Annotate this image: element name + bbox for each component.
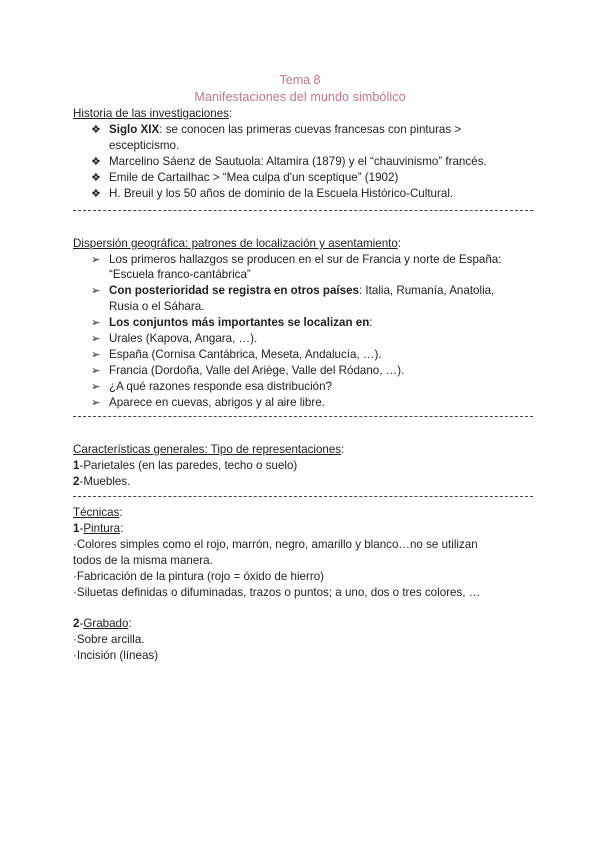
section-divider (73, 210, 533, 211)
section-divider (73, 496, 533, 497)
painting-line: ·Siluetas definidas o difuminadas, trazos o puntos; a uno, dos o tres colores, … (73, 586, 481, 599)
engraving-line: ·Incisión (líneas) (73, 649, 159, 662)
arrow-bullet-icon: ➢ (91, 333, 101, 345)
history-heading: Historia de las investigaciones: (73, 107, 233, 120)
arrow-bullet-icon: ➢ (91, 397, 101, 409)
arrow-bullet-icon: ➢ (91, 381, 101, 393)
document-title: Manifestaciones del mundo simbólico (194, 90, 406, 104)
painting-line: ·Colores simples como el rojo, marrón, negro, amarillo y blanco…no se utilizan (73, 538, 478, 551)
painting-line: todos de la misma manera. (73, 554, 213, 567)
dispersion-heading: Dispersión geográfica: patrones de localización y asentamiento: (73, 237, 402, 250)
arrow-bullet-icon: ➢ (91, 349, 101, 361)
diamond-bullet-icon: ❖ (91, 156, 101, 168)
arrow-bullet-icon: ➢ (91, 317, 101, 329)
characteristics-item: 1-Parietales (en las paredes, techo o suelo) (73, 459, 298, 472)
techniques-heading: Técnicas: (73, 506, 123, 519)
section-divider (73, 416, 533, 417)
document-title-topic: Tema 8 (279, 73, 321, 87)
diamond-bullet-icon: ❖ (91, 188, 101, 200)
characteristics-heading: Características generales: Tipo de representaciones: (73, 443, 345, 456)
document-page: Tema 8 Manifestaciones del mundo simbólico Historia de las investigaciones: ❖ Siglo XIX: se conocen las primeras cuevas francesas con pinturas > escepticismo. ❖ Marcelino Sáenz de Sautuola: Altamira (1879) y el “chauvinismo” francés. ❖ Emile de Cartailhac > “Mea culpa d'un sceptique” (1902) ❖ H. Breuil y los 50 años de dominio de la Escuela Histórico-Cultural. Dispersión geográfica: patrones de localización y asentamiento: ➢ Los primeros hallazgos se producen en el sur de Francia y norte de España: “Escuela franco-cantábrica” ➢ Con posterioridad se registra en otros países: Italia, Rumanía, Anatolia, Rusia o el Sáhara. ➢ Los conjuntos más importantes se localizan en: ➢ Urales (Kapova, Angara, …). ➢ España (Cornisa Cantábrica, Meseta, Andalucía, …). ➢ Francia (Dordoña, Valle del Ariège, Valle del Ródano, …). ➢ ¿A qué razones responde esa distribución? ➢ Aparece en cuevas, abrigos y al aire libre. Características generales: Tipo de representaciones: 1-Parietales (en las paredes, techo o suelo) 2-Muebles. Técnicas: 1-Pintura: ·Colores simples como el rojo, marrón, negro, amarillo y blanco…no se utilizan todos de la misma manera. ·Fabricación de la pintura (rojo = óxido de hierro) ·Siluetas definidas o difuminadas, trazos o puntos; a uno, dos o tres colores, … 2-Grabado: ·Sobre arcilla. ·Incisión (líneas) (0, 0, 600, 848)
diamond-bullet-icon: ❖ (91, 172, 101, 184)
painting-line: ·Fabricación de la pintura (rojo = óxido de hierro) (73, 570, 325, 583)
engraving-line: ·Sobre arcilla. (73, 633, 145, 646)
arrow-bullet-icon: ➢ (91, 365, 101, 377)
engraving-subheading: 2-Grabado: (73, 617, 132, 630)
arrow-bullet-icon: ➢ (91, 285, 101, 297)
arrow-bullet-icon: ➢ (91, 254, 101, 266)
painting-subheading: 1-Pintura: (73, 522, 124, 535)
diamond-bullet-icon: ❖ (91, 124, 101, 136)
characteristics-item: 2-Muebles. (73, 475, 131, 488)
